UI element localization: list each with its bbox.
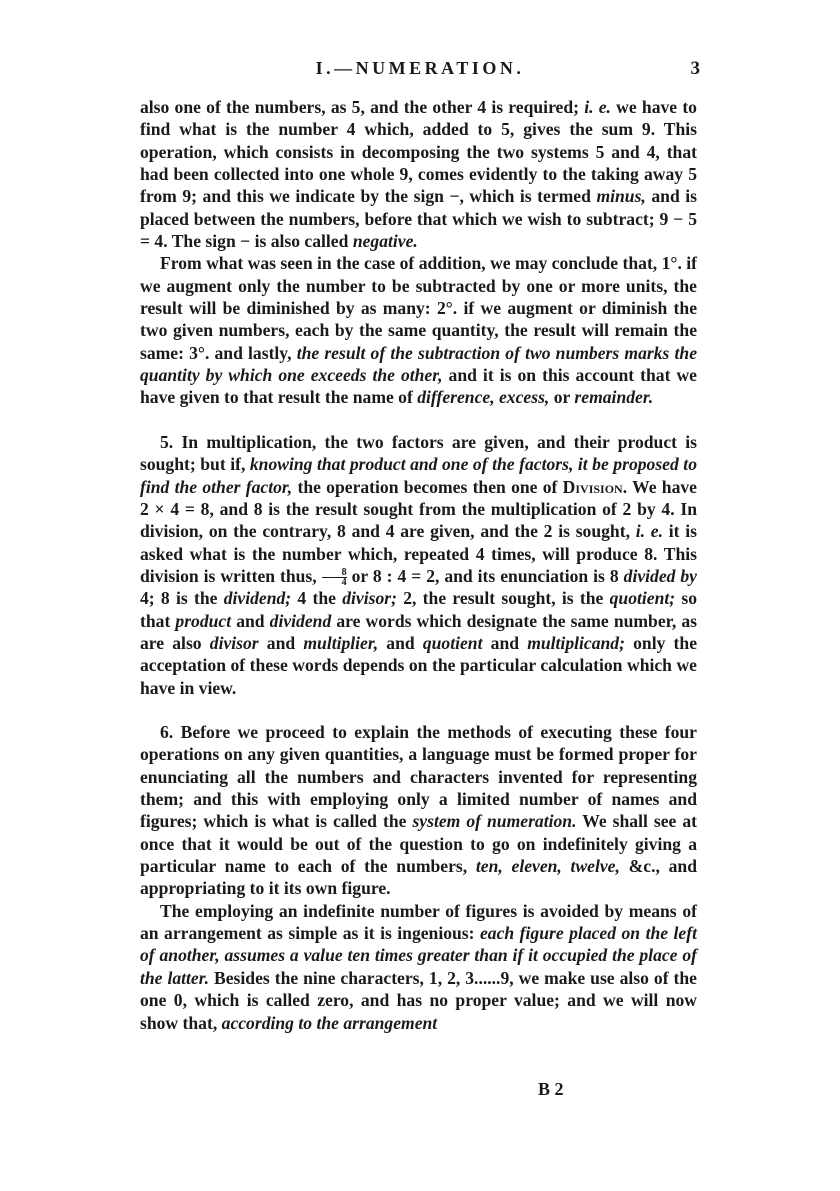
text-run: and it is on this account that we have given to that result the name of xyxy=(140,365,697,408)
italic-run: remainder. xyxy=(574,387,654,408)
text-run: and xyxy=(258,633,304,654)
paragraph-numeration-intro xyxy=(140,721,697,900)
italic-run: quotient xyxy=(422,633,483,654)
italic-run: each figure placed on the left of another, assumes a value ten times greater than if it occupied the place of the latter. xyxy=(140,923,697,988)
italic-run: product xyxy=(175,610,232,631)
signature-mark: B 2 xyxy=(538,1079,564,1099)
italic-run: minus, xyxy=(596,186,646,207)
fraction-numerator: 8 xyxy=(341,567,347,579)
italic-run: dividend xyxy=(269,610,332,631)
italic-run: divisor xyxy=(209,633,259,654)
italic-run: multiplicand; xyxy=(527,633,625,654)
body-text xyxy=(140,96,697,1034)
italic-run: divided by xyxy=(623,565,697,586)
text-run: 5. In multiplication, the two factors are given, and their product is sought; but if, xyxy=(140,431,697,475)
text-run: and xyxy=(378,633,423,654)
paragraph-subtraction-continued xyxy=(140,96,697,252)
text-run: and xyxy=(231,610,270,631)
fraction xyxy=(322,568,347,587)
italic-run: i. e. xyxy=(635,521,663,542)
italic-run: according to the arrangement xyxy=(221,1012,438,1033)
paragraph-numeration-arrangement xyxy=(140,900,697,1034)
italic-run: ten, eleven, twelve, xyxy=(475,856,620,877)
text-run: the operation becomes then one of xyxy=(292,476,563,497)
text-run: so that xyxy=(140,588,698,631)
italic-run: i. e. xyxy=(584,97,611,117)
italic-run: multiplier, xyxy=(303,633,379,654)
text-run: 4; 8 is the xyxy=(140,588,224,609)
italic-run: dividend; xyxy=(223,588,292,609)
text-run: are words which designate the same number, as are also xyxy=(140,610,697,654)
text-run: We shall see at once that it would be out of the question to go on indefinitely giving a particular name to each of the numbers, xyxy=(140,811,697,877)
paragraph-subtraction-properties xyxy=(140,252,697,408)
text-run: 4 the xyxy=(291,588,343,609)
text-run: 2, the result sought, is the xyxy=(396,588,610,609)
italic-run: negative. xyxy=(352,231,418,252)
text-run: also one of the numbers, as 5, and the other 4 is required; xyxy=(140,97,585,117)
text-run: or 8 : 4 = 2, and its enunciation is 8 xyxy=(346,565,624,586)
paragraph-division xyxy=(140,431,697,699)
italic-run: knowing that product and one of the factors, it be proposed to find the other factor, xyxy=(140,454,697,497)
text-run: Besides the nine characters, 1, 2, 3......9, we make use also of the one 0, which is called zero, and has no proper value; and we will now show that, xyxy=(140,967,697,1033)
italic-run: divisor; xyxy=(342,588,397,609)
running-title: I.—NUMERATION. xyxy=(315,58,525,78)
fraction-denominator: 4 xyxy=(322,577,347,587)
italic-run: system of numeration. xyxy=(412,811,577,832)
italic-run: quotient; xyxy=(609,588,676,609)
italic-run: the result of the subtraction of two numbers marks the quantity by which one exceeds the other, xyxy=(140,342,697,386)
text-run: The employing an indefinite number of figures is avoided by means of an arrangement as simple as it is ingenious: xyxy=(140,900,697,944)
text-run: or xyxy=(549,387,575,408)
text-run: it is asked what is the number which, repeated 4 times, will produce 8. This division is written thus, xyxy=(140,521,697,586)
text-run: we have to find what is the number 4 which, added to 5, gives the sum 9. This operation, which consists in decomposing the two systems 5 and 4, that had been collected into one whole 9, comes evidently to the taking away 5 from 9; and this we indicate by the sign −, which is termed xyxy=(140,97,697,207)
text-run: &c., and appropriating to it its own figure. xyxy=(140,856,697,899)
text-run: and is placed between the numbers, before that which we wish to subtract; 9 − 5 = 4. The sign − is also called xyxy=(140,186,697,252)
italic-run: difference, excess, xyxy=(417,387,550,408)
page-number: 3 xyxy=(690,58,700,79)
text-run: We have 2 × 4 = 8, and 8 is the result sought from the multiplication of 2 by 4. In division, on the contrary, 8 and 4 are given, and the 2 is sought, xyxy=(140,476,697,542)
text-run: 6. Before we proceed to explain the methods of executing these four operations on any given quantities, a language must be formed proper for enunciating all the numbers and characters invented for representing them; and this with employing only a limited number of names and figures; which is what is called the xyxy=(140,722,697,832)
page-header xyxy=(140,58,700,88)
text-run: and xyxy=(482,633,528,654)
text-run: only the acceptation of these words depends on the particular calculation which we have in view. xyxy=(140,633,697,698)
small-caps-run: Division. xyxy=(562,476,628,497)
text-run: From what was seen in the case of addition, we may conclude that, 1°. if we augment only the number to be subtracted by one or more units, the result will be diminished by as many: 2°. if we augment or diminish the two given numbers, each by the same quantity, the result will remain the same: 3°. and lastly, xyxy=(140,253,697,363)
